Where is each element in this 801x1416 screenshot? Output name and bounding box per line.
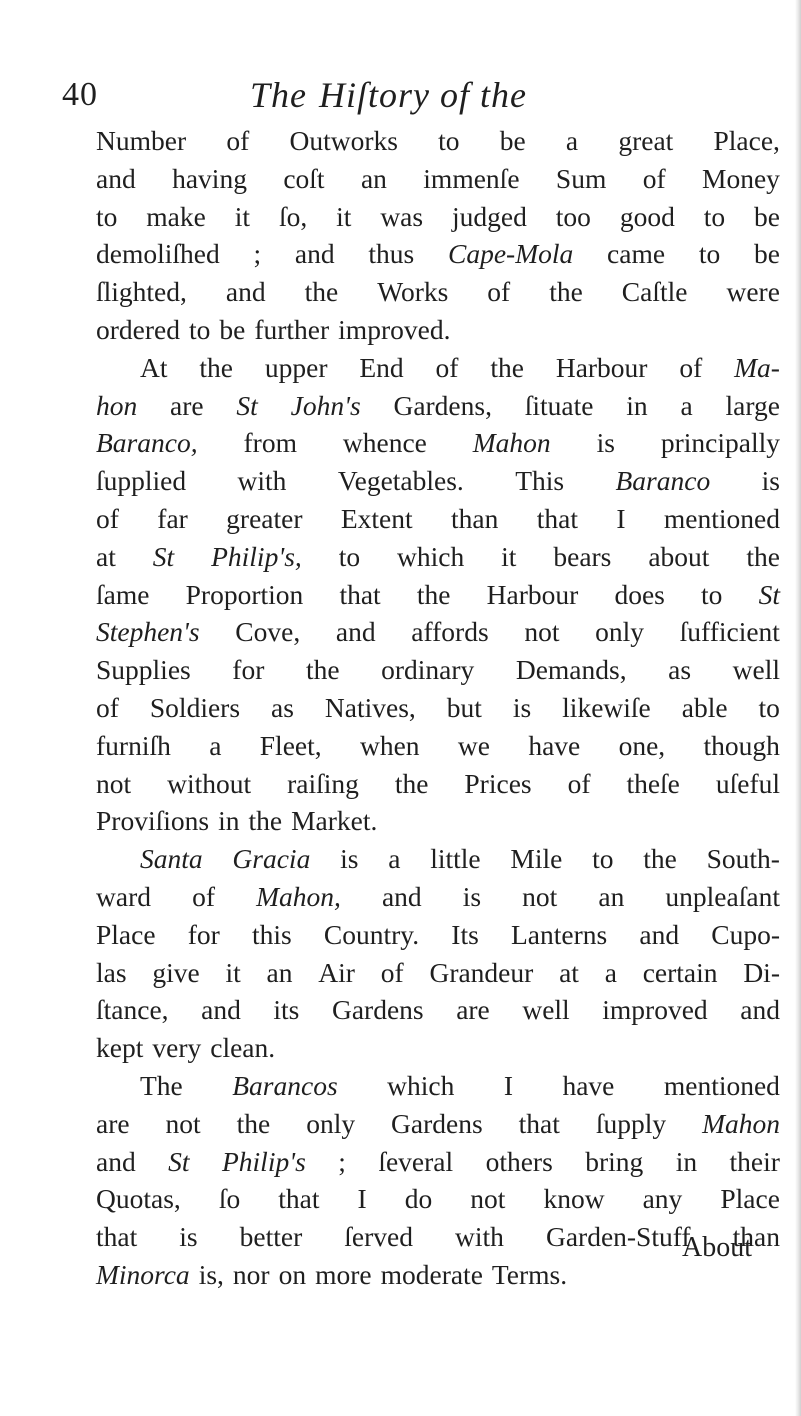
text-line (96, 1105, 780, 1143)
word: from (243, 427, 297, 459)
word: I (357, 1183, 367, 1215)
word: demoliſhed (96, 238, 220, 270)
word: Soldiers (149, 691, 241, 723)
word: Money (702, 162, 780, 194)
word: clean. (210, 1032, 276, 1064)
word: very (152, 1032, 202, 1064)
word: likewiſe (562, 691, 651, 723)
text-line (96, 538, 780, 576)
word: ordered (96, 313, 180, 345)
word: a (209, 729, 222, 761)
word: the (643, 843, 677, 875)
word: do (404, 1183, 433, 1215)
word: St (236, 389, 258, 421)
word: of (96, 502, 119, 534)
word: that (278, 1183, 320, 1215)
word: Mile (510, 843, 563, 875)
word: to (338, 540, 361, 572)
word: be (753, 238, 780, 270)
word: Gardens (331, 994, 424, 1026)
word: Mahon (472, 427, 551, 459)
running-head-lead: The (250, 75, 307, 115)
word: Minorca (96, 1258, 190, 1290)
running-head (250, 74, 527, 116)
word: Place (96, 918, 156, 950)
word: Natives, (324, 691, 416, 723)
word: came (607, 238, 666, 270)
word: we (457, 729, 490, 761)
word: though (703, 729, 780, 761)
word: a (565, 125, 579, 156)
word: is (340, 843, 359, 875)
word: a (388, 843, 401, 875)
word: and (225, 276, 266, 308)
word: of (226, 125, 250, 156)
word: Philip's (221, 1145, 306, 1177)
word: judged (452, 200, 527, 232)
word: better (239, 1221, 303, 1253)
running-head-rest: Hiſtory of the (319, 75, 527, 115)
word: of (192, 880, 215, 912)
word: when (359, 729, 420, 761)
word: greater (226, 502, 303, 534)
word: on (278, 1258, 307, 1290)
word: Gardens (391, 1107, 483, 1139)
word: Stephen's (96, 616, 200, 648)
word: is (596, 427, 615, 459)
word: ſame (96, 578, 150, 610)
word: I (616, 502, 626, 534)
word: that (339, 578, 381, 610)
text-line (96, 954, 780, 992)
word: its (273, 994, 300, 1026)
word: as (668, 654, 692, 686)
word: it (225, 956, 241, 988)
word: it (234, 200, 251, 232)
word: it (501, 540, 517, 572)
word: coſt (283, 162, 325, 194)
word: Vegetables. (337, 465, 464, 497)
word: any (642, 1183, 683, 1215)
word: of (380, 956, 404, 988)
text-line (96, 122, 780, 160)
word: Caſtle (621, 276, 688, 308)
word: is (179, 1221, 198, 1253)
word: St (168, 1145, 190, 1177)
catchword: About (682, 1232, 752, 1263)
word: of (567, 767, 591, 799)
text-line (96, 1180, 780, 1218)
text-line (96, 500, 780, 538)
word: Cove, (235, 616, 301, 648)
word: well (522, 994, 570, 1026)
word: the (394, 767, 429, 799)
word: Ma- (734, 351, 780, 383)
word: but (446, 691, 482, 723)
text-line (96, 727, 780, 765)
word: Terms. (491, 1258, 568, 1290)
word: that (536, 502, 578, 534)
word: and (96, 1145, 136, 1177)
word: good (619, 200, 675, 232)
word: with (237, 465, 287, 497)
word: not (524, 616, 560, 648)
word: moderate (380, 1258, 483, 1290)
text-line (96, 349, 780, 387)
word: of (679, 351, 703, 383)
text-line (96, 1218, 780, 1256)
word: Market. (291, 805, 378, 837)
word: immenſe (423, 162, 520, 194)
text-line (96, 311, 780, 349)
word: be (499, 125, 526, 156)
word: upper (264, 351, 328, 383)
word: Harbour (555, 351, 648, 383)
word: Place (720, 1183, 780, 1215)
word: Gracia (232, 843, 311, 875)
word: of (435, 351, 459, 383)
word: too (555, 200, 591, 232)
word: St (152, 540, 175, 572)
text-line (96, 802, 780, 840)
word: ; (253, 238, 262, 270)
word: not (522, 880, 558, 912)
word: thus (368, 238, 415, 270)
word: the (416, 578, 451, 610)
word: not (96, 767, 132, 799)
word: are (96, 1107, 130, 1139)
word: for (187, 918, 220, 950)
word: bears (553, 540, 612, 572)
word: mentioned (663, 1069, 780, 1101)
text-line (96, 651, 780, 689)
page-binding-edge (795, 0, 801, 1416)
word: others (485, 1145, 553, 1177)
word: ; (338, 1145, 346, 1177)
word: the (236, 1107, 271, 1139)
word: with (455, 1221, 504, 1253)
word: an (360, 162, 387, 194)
word: at (96, 540, 116, 572)
word: principally (660, 427, 780, 459)
word: to (698, 238, 721, 270)
word: Cupo- (711, 918, 780, 950)
word: Proviſions (96, 805, 210, 837)
word: that (518, 1107, 560, 1139)
word: and (639, 918, 680, 950)
word: in (675, 1145, 698, 1177)
text-line (96, 462, 780, 500)
word: than (451, 502, 499, 534)
word: further (254, 313, 330, 345)
word: for (232, 654, 265, 686)
word: the (746, 540, 780, 572)
word: Harbour (486, 578, 579, 610)
word: an (266, 956, 293, 988)
word: Supplies (96, 654, 191, 686)
word: Mahon (702, 1107, 780, 1139)
word: whence (342, 427, 427, 459)
word: Demands, (515, 654, 627, 686)
word: little (430, 843, 481, 875)
word: a (680, 389, 693, 421)
word: know (543, 1183, 605, 1215)
word: Works (377, 276, 449, 308)
word: and (335, 616, 376, 648)
word: and (740, 994, 780, 1026)
word: ſupply (595, 1107, 667, 1139)
word: in (626, 389, 648, 421)
word: of (642, 162, 666, 194)
word: to (188, 313, 211, 345)
word: hon (96, 389, 138, 421)
word: Santa (140, 843, 203, 875)
word: only (595, 616, 644, 648)
word: be (754, 200, 780, 232)
word: the (490, 351, 524, 383)
word: great (618, 125, 674, 156)
word: Fleet, (259, 729, 322, 761)
word: theſe (626, 767, 680, 799)
word: At (140, 351, 168, 383)
text-line (96, 878, 780, 916)
text-line (96, 160, 780, 198)
word: ſerved (344, 1221, 414, 1253)
word: Number (96, 125, 187, 156)
word: Place, (713, 125, 780, 156)
word: it (336, 200, 352, 232)
text-line (96, 613, 780, 651)
word: as (271, 691, 294, 723)
word: ſupplied (96, 465, 187, 497)
word: well (732, 654, 780, 686)
word: Air (318, 956, 355, 988)
text-line (96, 689, 780, 727)
word: This (515, 465, 565, 497)
word: their (729, 1145, 780, 1177)
word: Cape-Mola (448, 238, 574, 270)
word: Di- (743, 956, 780, 988)
word: to (592, 843, 614, 875)
body-text (96, 122, 780, 1294)
word: is, (198, 1258, 224, 1290)
text-line (96, 765, 780, 803)
word: The (140, 1069, 183, 1101)
word: a (604, 956, 617, 988)
text-line (96, 387, 780, 425)
word: is (462, 880, 482, 912)
word: uſeful (715, 767, 780, 799)
word: South- (706, 843, 780, 875)
text-line (96, 273, 780, 311)
text-line (96, 991, 780, 1029)
text-line (96, 1067, 780, 1105)
word: the (199, 351, 233, 383)
word: large (725, 389, 780, 421)
word: Mahon, (256, 880, 341, 912)
word: Sum (555, 162, 607, 194)
word: ſtance, (96, 994, 169, 1026)
word: that (96, 1221, 138, 1253)
word: is (512, 691, 532, 723)
word: were (726, 276, 780, 308)
word: mentioned (663, 502, 780, 534)
word: to (758, 691, 780, 723)
word: does (614, 578, 665, 610)
word: be (219, 313, 246, 345)
word: and (96, 162, 136, 194)
word: ſo (218, 1183, 241, 1215)
word: of (96, 691, 119, 723)
text-line (96, 916, 780, 954)
word: one, (618, 729, 666, 761)
word: improved (602, 994, 708, 1026)
word: Proportion (185, 578, 304, 610)
word: far (157, 502, 188, 534)
word: not (165, 1107, 201, 1139)
word: which (397, 540, 465, 572)
word: las (96, 956, 127, 988)
word: only (306, 1107, 356, 1139)
word: to (438, 125, 460, 156)
word: bring (585, 1145, 644, 1177)
word: Gardens, (393, 389, 492, 421)
word: to (703, 200, 726, 232)
word: and (381, 880, 422, 912)
word: without (167, 767, 252, 799)
word: the (248, 805, 283, 837)
word: ordinary (381, 654, 475, 686)
word: affords (411, 616, 489, 648)
word: more (315, 1258, 372, 1290)
word: I (503, 1069, 513, 1101)
word: End (359, 351, 404, 383)
word: are (456, 994, 490, 1026)
word: to (701, 578, 723, 610)
text-line (96, 840, 780, 878)
word: Quotas, (96, 1183, 181, 1215)
word: Country. (323, 918, 420, 950)
text-line (96, 576, 780, 614)
word: the (305, 654, 340, 686)
text-line (96, 424, 780, 462)
word: ſlighted, (96, 276, 187, 308)
word: have (562, 1069, 615, 1101)
word: which (387, 1069, 455, 1101)
page-number: 40 (62, 76, 98, 113)
word: Lanterns (510, 918, 608, 950)
word: improved. (338, 313, 451, 345)
text-line (96, 1256, 780, 1294)
word: ſeveral (378, 1145, 454, 1177)
word: than (732, 1221, 780, 1253)
word: Philip's, (211, 540, 302, 572)
word: ſituate (524, 389, 594, 421)
word: not (470, 1183, 506, 1215)
page-header (0, 68, 801, 118)
word: Barancos (232, 1069, 338, 1101)
word: John's (290, 389, 361, 421)
word: Extent (340, 502, 413, 534)
text-line (96, 1143, 780, 1181)
word: nor (232, 1258, 270, 1290)
word: of (487, 276, 511, 308)
word: in (218, 805, 240, 837)
word: ſufficient (679, 616, 780, 648)
word: Baranco, (96, 427, 198, 459)
word: the (304, 276, 339, 308)
word: Grandeur (429, 956, 534, 988)
word: and (294, 238, 335, 270)
word: about (648, 540, 710, 572)
word: give (152, 956, 200, 988)
word: Its (451, 918, 479, 950)
word: and (201, 994, 241, 1026)
word: Baranco (615, 465, 711, 497)
word: furniſh (96, 729, 171, 761)
text-line (96, 1029, 780, 1067)
word: kept (96, 1032, 144, 1064)
word: Prices (464, 767, 532, 799)
word: is (761, 465, 780, 497)
word: ward (96, 880, 151, 912)
word: unpleaſant (665, 880, 780, 912)
word: Garden-Stuff (545, 1221, 691, 1253)
word: to (96, 200, 118, 232)
word: this (251, 918, 292, 950)
word: certain (642, 956, 718, 988)
word: are (170, 389, 204, 421)
word: was (380, 200, 424, 232)
word: ſo, (278, 200, 308, 232)
word: able (681, 691, 728, 723)
word: make (146, 200, 206, 232)
word: Outworks (289, 125, 398, 156)
word: having (172, 162, 247, 194)
text-line (96, 198, 780, 236)
text-line (96, 235, 780, 273)
word: the (549, 276, 583, 308)
word: St (758, 578, 780, 610)
word: raiſing (287, 767, 359, 799)
word: an (598, 880, 625, 912)
word: at (559, 956, 579, 988)
word: have (528, 729, 581, 761)
